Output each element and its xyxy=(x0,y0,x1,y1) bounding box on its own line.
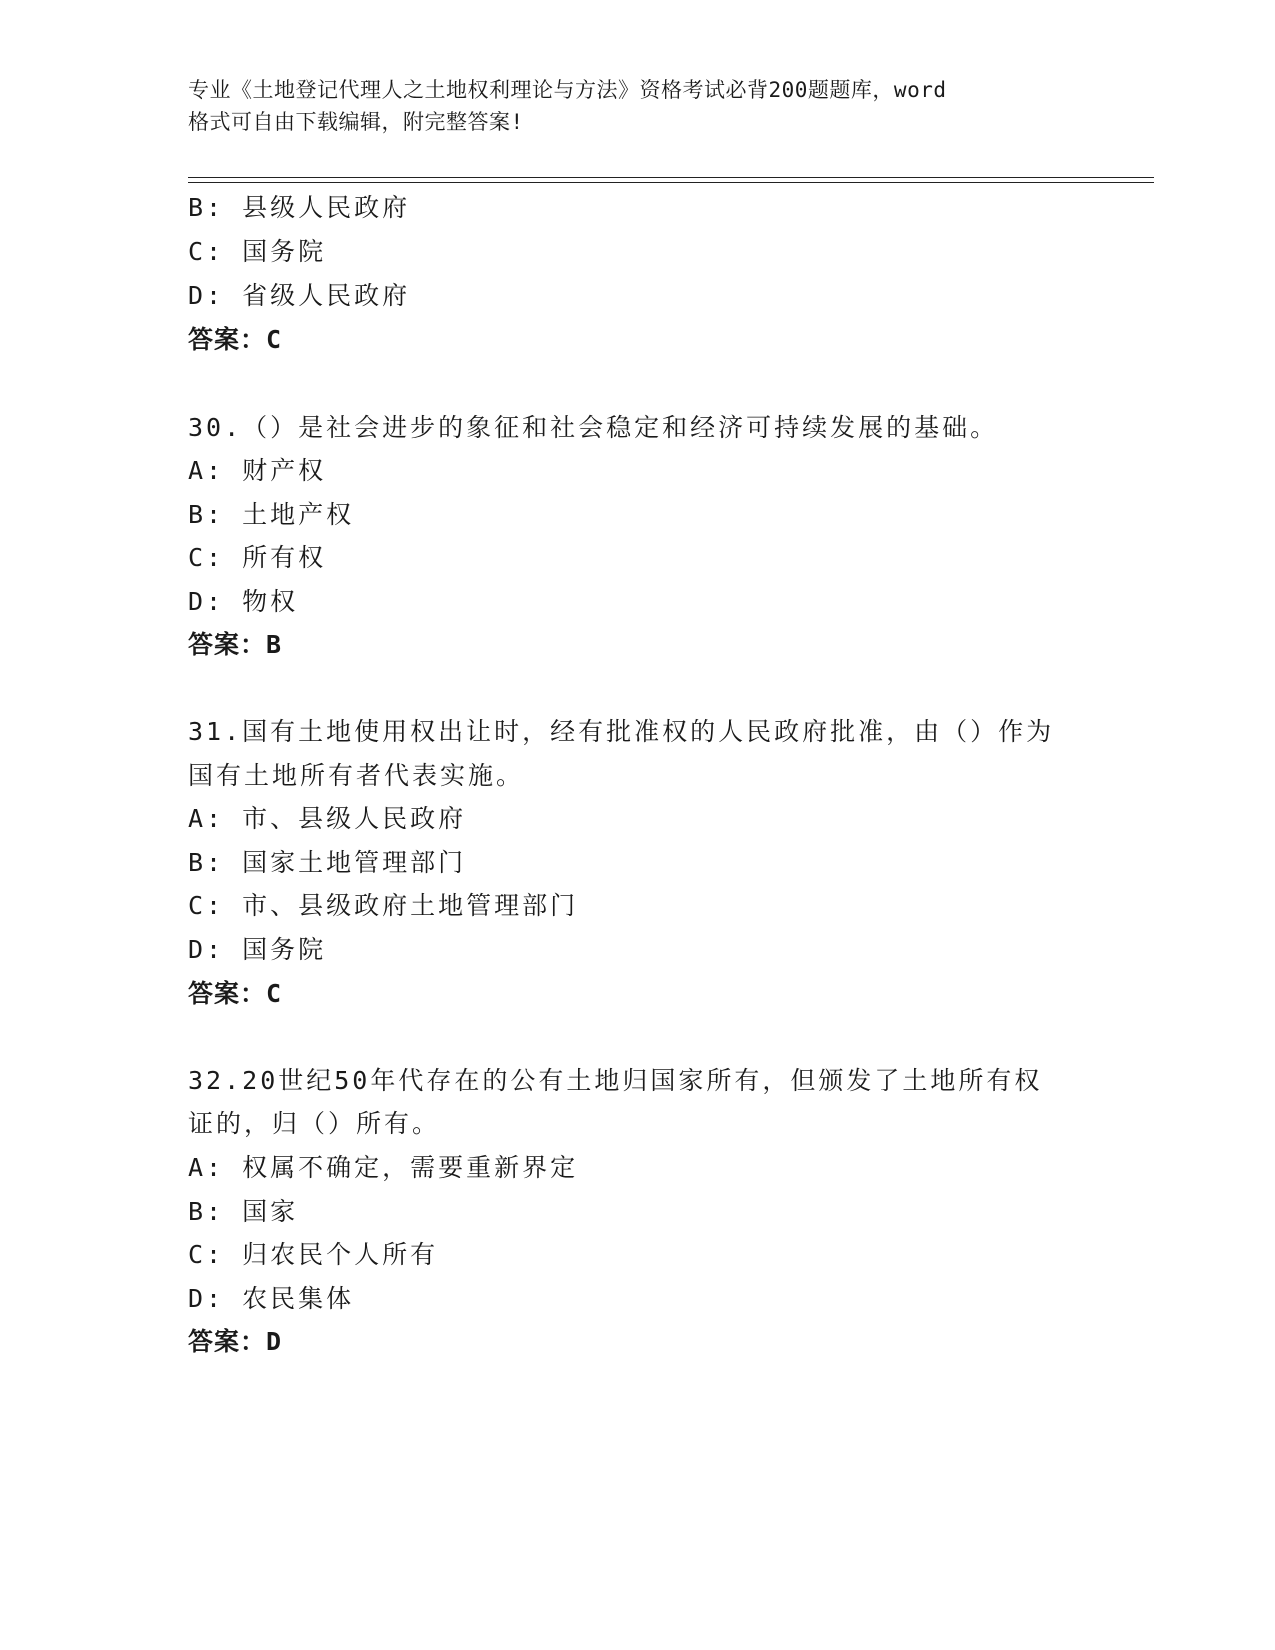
q30-option-a: A: 财产权 xyxy=(188,456,327,485)
q32-answer: 答案：D xyxy=(188,1327,283,1356)
header-line-1: 专业《土地登记代理人之土地权利理论与方法》资格考试必背200题题库，word xyxy=(188,78,947,102)
q29-answer: 答案：C xyxy=(188,325,283,354)
q32-stem-line-1: 32.20世纪50年代存在的公有土地归国家所有，但颁发了土地所有权 xyxy=(188,1066,1043,1095)
q32-stem-line-2: 证的，归（）所有。 xyxy=(188,1109,441,1138)
q31-option-a: A: 市、县级人民政府 xyxy=(188,804,467,833)
q30-option-c: C: 所有权 xyxy=(188,543,327,572)
q32-option-d: D: 农民集体 xyxy=(188,1284,355,1313)
header-divider-top xyxy=(188,177,1154,178)
header-divider-bottom xyxy=(188,182,1154,183)
q31-answer: 答案：C xyxy=(188,979,283,1008)
q30-answer: 答案：B xyxy=(188,630,283,659)
q31-option-d: D: 国务院 xyxy=(188,935,327,964)
q32-option-b: B: 国家 xyxy=(188,1197,299,1226)
q30-option-b: B: 土地产权 xyxy=(188,500,355,529)
q30-stem: 30.（）是社会进步的象征和社会稳定和经济可持续发展的基础。 xyxy=(188,413,999,442)
q29-option-b: B: 县级人民政府 xyxy=(188,193,411,222)
q32-option-c: C: 归农民个人所有 xyxy=(188,1240,439,1269)
q31-stem-line-1: 31.国有土地使用权出让时，经有批准权的人民政府批准，由（）作为 xyxy=(188,717,1055,746)
q32-option-a: A: 权属不确定，需要重新界定 xyxy=(188,1153,579,1182)
document-header xyxy=(188,74,1068,138)
q31-option-c: C: 市、县级政府土地管理部门 xyxy=(188,891,579,920)
q29-option-c: C: 国务院 xyxy=(188,237,327,266)
q31-option-b: B: 国家土地管理部门 xyxy=(188,848,467,877)
q31-stem-line-2: 国有土地所有者代表实施。 xyxy=(188,761,525,790)
header-line-2: 格式可自由下载编辑，附完整答案! xyxy=(188,110,524,134)
q30-option-d: D: 物权 xyxy=(188,587,299,616)
q29-option-d: D: 省级人民政府 xyxy=(188,281,411,310)
